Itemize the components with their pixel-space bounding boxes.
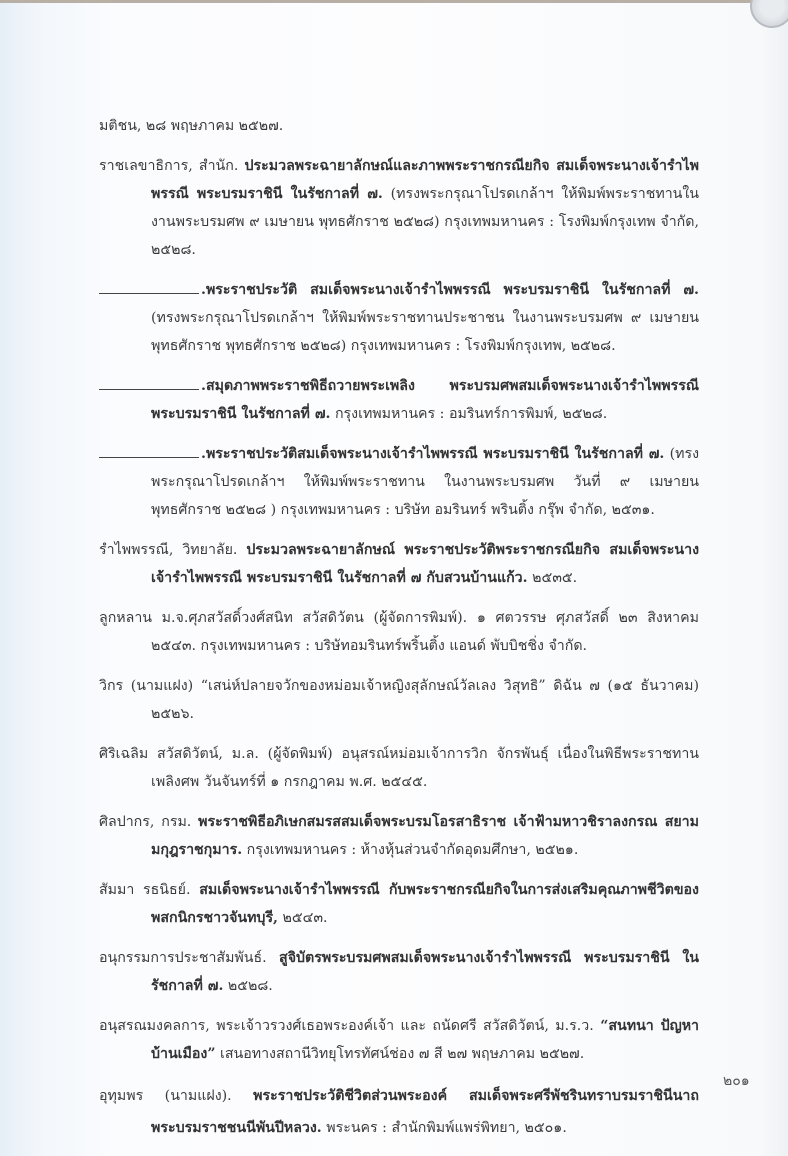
bibliography-entry <box>99 440 699 524</box>
entry-author: ราชเลขาธิการ, สำนัก. <box>99 158 239 174</box>
entry-author: ศิริเฉลิม สวัสดิวัตน์, ม.ล. (ผู้จัดพิมพ์) <box>99 746 333 762</box>
entry-title: .สมุดภาพพระราชพิธีถวายพระเพลิง พระบรมศพสมเด็จพระนางเจ้ารำไพพรรณี พระบรมราชินี ในรัชกาลที่ ๗. <box>151 378 699 422</box>
bibliography-entry <box>99 604 699 660</box>
entry-publication: (ทรงพระกรุณาโปรดเกล้าฯ ให้พิมพ์พระราชทานประชาชน ในงานพระบรมศพ ๙ เมษายน พุทธศักราช พุทธศักราช ๒๕๒๘) กรุงเทพมหานคร : โรงพิมพ์กรุงเทพ, ๒๕๒๘. <box>151 310 699 354</box>
entry-author: ศิลปากร, กรม. <box>99 814 192 830</box>
entry-publication: กรุงเทพมหานคร : ห้างหุ้นส่วนจำกัดอุดมศึกษา, ๒๕๒๑. <box>246 842 579 858</box>
entry-title: ประมวลพระฉายาลักษณ์และภาพพระราชกรณียกิจ สมเด็จพระนางเจ้ารำไพพรรณี พระบรมราชินี ในรัชกาลที่ ๗. <box>151 158 699 202</box>
entry-title: สูจิบัตรพระบรมศพสมเด็จพระนางเจ้ารำไพพรรณี พระบรมราชินี ในรัชกาลที่ ๗. <box>151 950 700 994</box>
library-stamp-icon <box>750 0 788 28</box>
entry-author: อุทุมพร (นามแฝง). <box>99 1088 232 1104</box>
entry-author: อนุสรณมงคลการ, พระเจ้าวรวงศ์เธอพระองค์เจ้า และ ถนัดศรี สวัสดิวัตน์, ม.ร.ว. <box>99 1018 594 1034</box>
entry-publication: (ทรงพระกรุณาโปรดเกล้าฯ ให้พิมพ์พระราชทานในงานพระบรมศพ ๙ เมษายน พุทธศักราช ๒๕๒๘) กรุงเทพมหานคร : โรงพิมพ์กรุงเทพ จำกัด, ๒๕๒๘. <box>151 186 699 258</box>
entry-author: สัมมา รธนิธย์. <box>99 882 191 898</box>
entry-title: พระราชประวัติชีวิตส่วนพระองค์ สมเด็จพระศรีพัชรินทราบรมราชินีนาถ พระบรมราชชนนีพันปีหลวง. <box>151 1088 699 1136</box>
entry-title: “สนทนา ปัญหาบ้านเมือง” <box>151 1018 700 1062</box>
page-number: ๒๐๑ <box>723 1073 750 1089</box>
scan-top-edge <box>0 0 788 3</box>
entry-title: .พระราชประวัติสมเด็จพระนางเจ้ารำไพพรรณี พระบรมราชินี ในรัชกาลที่ ๗. <box>201 446 665 462</box>
entry-author: อนุกรรมการประชาสัมพันธ์. <box>99 950 267 966</box>
bibliography-entry <box>99 372 699 428</box>
entry-publication: อนุสรณ์หม่อมเจ้าการวิก จักรพันธุ์ เนื่องในพิธีพระราชทานเพลิงศพ วันจันทร์ที่ ๑ กรกฎาคม พ.ศ. ๒๕๔๕. <box>151 746 700 790</box>
entry-author: วิกร (นามแฝง) <box>99 678 194 694</box>
entry-author: ลูกหลาน ม.จ.ศุภสวัสดิ์วงศ์สนิท สวัสดิวัตน (ผู้จัดการพิมพ์). <box>99 610 468 626</box>
bibliography-entry <box>99 808 699 864</box>
repeated-author-rule <box>99 279 199 294</box>
bibliography-entry <box>99 276 699 360</box>
entry-publication: ๒๕๒๘. <box>227 978 273 994</box>
entry-publication: กรุงเทพมหานคร : อมรินทร์การพิมพ์, ๒๕๒๘. <box>334 406 608 422</box>
entry-publication: “เสน่ห์ปลายจวักของหม่อมเจ้าหญิงสุลักษณ์วัลเลง วิสุทธิ” ดิฉัน ๗ (๑๕ ธันวาคม) ๒๕๒๖. <box>151 678 699 722</box>
bibliography-entry <box>99 1012 699 1068</box>
bibliography-entry <box>99 152 699 264</box>
entry-title: สมเด็จพระนางเจ้ารำไพพรรณี กับพระราชกรณียกิจในการส่งเสริมคุณภาพชีวิตของพสกนิกรชาวจันทบุรี, <box>151 882 699 926</box>
repeated-author-rule <box>99 375 199 390</box>
entry-title: พระราชพิธีอภิเษกสมรสสมเด็จพระบรมโอรสาธิราช เจ้าฟ้ามหาวชิราลงกรณ สยามมกุฎราชกุมาร. <box>151 814 699 858</box>
bibliography-page <box>99 112 699 1156</box>
repeated-author-rule <box>99 443 199 458</box>
entry-author: รำไพพรรณี, วิทยาลัย. <box>99 542 238 558</box>
entry-publication: ๒๕๓๕. <box>532 570 578 586</box>
entry-publication: ๒๕๔๓. <box>282 910 328 926</box>
entry-publication: (ทรงพระกรุณาโปรดเกล้าฯ ให้พิมพ์พระราชทาน ในงานพระบรมศพ วันที่ ๙ เมษายน พุทธศักราช ๒๕๒๘ ) กรุงเทพมหานคร : บริษัท อมรินทร์ พรินติ้ง กรุ๊พ จำกัด, ๒๕๓๑. <box>151 446 699 518</box>
bibliography-entry <box>99 1080 699 1144</box>
entry-publication: เสนอทางสถานีวิทยุโทรทัศน์ช่อง ๗ สี ๒๗ พฤษภาคม ๒๕๒๗. <box>220 1046 585 1062</box>
entry-publication: พระนคร : สำนักพิมพ์แพร่พิทยา, ๒๕๐๑. <box>326 1120 567 1136</box>
entry-title: ประมวลพระฉายาลักษณ์ พระราชประวัติพระราชกรณียกิจ สมเด็จพระนางเจ้ารำไพพรรณี พระบรมราชินี ในรัชกาลที่ ๗ กับสวนบ้านแก้ว. <box>151 542 699 586</box>
bibliography-entry <box>99 536 699 592</box>
entry-publication: ๑ ศตวรรษ ศุภสวัสดิ์ ๒๓ สิงหาคม ๒๕๔๓. กรุงเทพมหานคร : บริษัทอมรินทร์พริ้นติ้ง แอนด์ พับบิชชิ่ง จำกัด. <box>151 610 699 654</box>
bibliography-entry <box>99 876 699 932</box>
continued-text: มติชน, ๒๘ พฤษภาคม ๒๕๒๗. <box>99 118 284 134</box>
bibliography-entry <box>99 740 699 796</box>
continued-entry <box>99 112 699 140</box>
bibliography-entry <box>99 944 699 1000</box>
bibliography-entry <box>99 672 699 728</box>
entry-title: .พระราชประวัติ สมเด็จพระนางเจ้ารำไพพรรณี พระบรมราชินี ในรัชกาลที่ ๗. <box>201 282 699 298</box>
